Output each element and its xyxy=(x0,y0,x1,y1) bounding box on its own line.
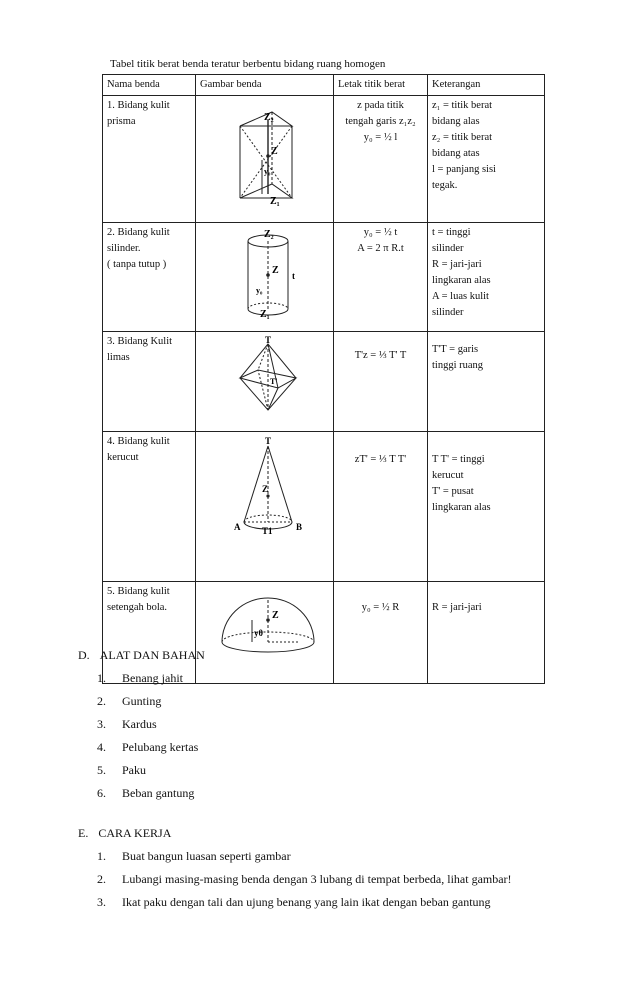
row-name: 4. Bidang kulit kerucut xyxy=(103,432,196,582)
hemisphere-figure-cell xyxy=(196,582,334,684)
row-name: 3. Bidang Kulit limas xyxy=(103,332,196,432)
header-keterangan: Keterangan xyxy=(428,75,545,96)
cone-label-t: T xyxy=(265,436,272,446)
table-header-row xyxy=(103,75,545,96)
row-notes: z₁ = titik berat bidang alas z₂ = titik berat bidang atas l = panjang sisi tegak. xyxy=(428,96,545,223)
row-notes: T T' = tinggi kerucut T' = pusat lingkaran alas xyxy=(428,432,545,582)
list-item-text: Kardus xyxy=(122,717,157,731)
prism-label-z2: Z₂ xyxy=(264,112,274,123)
list-item-number: 5. xyxy=(97,763,106,777)
row-notes: T'T = garis tinggi ruang xyxy=(428,332,545,432)
list-item-number: 1. xyxy=(97,671,106,685)
cylinder-label-z2: Z₂ xyxy=(264,229,274,240)
list-item-text: Beban gantung xyxy=(122,786,195,800)
list-item-text: Pelubang kertas xyxy=(122,740,199,754)
row-location: y₀ = ½ R xyxy=(334,582,428,684)
list-item-number: 2. xyxy=(97,694,106,708)
list-item-number: 6. xyxy=(97,786,106,800)
table-row xyxy=(103,96,545,223)
section-cara-kerja xyxy=(78,826,512,918)
row-location: zT' = ⅓ T T' xyxy=(334,432,428,582)
section-e-letter: E. xyxy=(78,826,89,840)
list-item-number: 3. xyxy=(97,895,106,909)
list-item-text: Ikat paku dengan tali dan ujung benang yang lain ikat dengan beban gantung xyxy=(122,895,491,909)
prism-diagram xyxy=(200,98,334,214)
prism-label-z1: Z₁ xyxy=(270,196,280,207)
pyramid-label-t: T xyxy=(265,335,272,345)
cone-label-t1: T1 xyxy=(262,526,273,536)
section-d-letter: D. xyxy=(78,648,90,662)
table-row xyxy=(103,332,545,432)
list-item xyxy=(97,786,205,801)
cylinder-label-z: Z xyxy=(272,265,279,276)
list-item xyxy=(97,849,512,864)
hemisphere-diagram xyxy=(200,584,334,665)
list-item-text: Gunting xyxy=(122,694,162,708)
table-row xyxy=(103,223,545,332)
centroid-table xyxy=(99,74,545,684)
cone-figure-cell xyxy=(196,432,334,582)
list-item xyxy=(97,872,512,887)
hemisphere-label-z: Z xyxy=(272,610,279,621)
section-e-heading xyxy=(78,826,512,841)
list-item xyxy=(97,671,205,686)
list-item-number: 2. xyxy=(97,872,106,886)
header-nama-benda: Nama benda xyxy=(103,75,196,96)
prism-label-z: Z xyxy=(271,146,278,157)
list-item-number: 1. xyxy=(97,849,106,863)
row-name: 2. Bidang kulit silinder. ( tanpa tutup ) xyxy=(103,223,196,332)
cylinder-figure-cell xyxy=(196,223,334,332)
row-notes: R = jari-jari xyxy=(428,582,545,684)
list-item-text: Lubangi masing-masing benda dengan 3 lubang di tempat berbeda, lihat gambar! xyxy=(122,872,512,886)
procedure-list xyxy=(78,849,512,910)
list-item xyxy=(97,694,205,709)
pyramid-figure-cell xyxy=(196,332,334,432)
list-item xyxy=(97,895,512,910)
cylinder-diagram xyxy=(200,225,334,323)
table-row xyxy=(103,432,545,582)
table-title: Tabel titik berat benda teratur berbentu bidang ruang homogen xyxy=(110,58,386,70)
list-item xyxy=(97,740,205,755)
header-gambar-benda: Gambar benda xyxy=(196,75,334,96)
row-name: 1. Bidang kulit prisma xyxy=(103,96,196,223)
cone-diagram xyxy=(200,434,334,561)
pyramid-diagram xyxy=(200,334,334,415)
list-item xyxy=(97,763,205,778)
cylinder-label-z1: Z₁ xyxy=(260,309,270,320)
section-d-heading xyxy=(78,648,205,663)
row-location: y₀ = ½ t A = 2 π R.t xyxy=(334,223,428,332)
prism-figure-cell xyxy=(196,96,334,223)
list-item-text: Buat bangun luasan seperti gambar xyxy=(122,849,291,863)
cone-label-a: A xyxy=(234,522,241,532)
materials-list xyxy=(78,671,205,801)
row-location: T'z = ⅓ T' T xyxy=(334,332,428,432)
header-letak-titik-berat: Letak titik berat xyxy=(334,75,428,96)
pyramid-label-t-prime: T' xyxy=(270,377,278,386)
section-alat-bahan xyxy=(78,648,205,809)
section-e-title: CARA KERJA xyxy=(98,826,172,840)
cylinder-label-y0: y₀ xyxy=(256,286,263,295)
row-location: z pada titik tengah garis z₁z₂ y₀ = ½ l xyxy=(334,96,428,223)
list-item-number: 3. xyxy=(97,717,106,731)
section-d-title: ALAT DAN BAHAN xyxy=(99,648,205,662)
hemisphere-label-y0: y0 xyxy=(254,628,263,638)
cone-label-b: B xyxy=(296,522,303,532)
prism-label-y0: y₀ xyxy=(264,167,271,176)
list-item-text: Benang jahit xyxy=(122,671,183,685)
row-name: 5. Bidang kulit setengah bola. xyxy=(103,582,196,684)
cylinder-label-t: t xyxy=(292,271,295,281)
cone-label-z: Z xyxy=(262,484,269,494)
list-item-text: Paku xyxy=(122,763,146,777)
row-notes: t = tinggi silinder R = jari-jari lingkaran alas A = luas kulit silinder xyxy=(428,223,545,332)
list-item xyxy=(97,717,205,732)
list-item-number: 4. xyxy=(97,740,106,754)
